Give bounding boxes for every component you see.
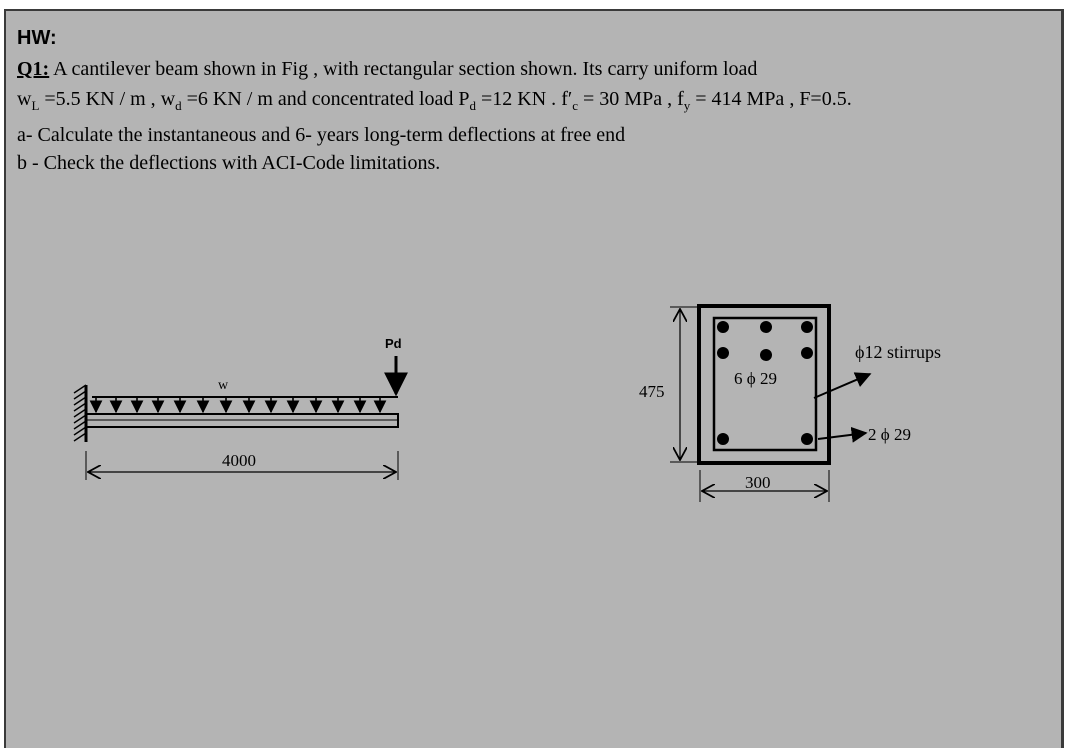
fc-subscript: c <box>572 98 579 113</box>
question-part-a: a- Calculate the instantaneous and 6- years long-term deflections at free end <box>17 124 626 146</box>
question-text: A cantilever beam shown in Fig , with rectangular section shown. Its carry uniform load <box>49 58 758 80</box>
point-load-subscript: d <box>469 98 477 113</box>
dead-load-subscript: d <box>175 98 182 113</box>
dead-load-value: =6 KN / m and concentrated load <box>181 88 459 110</box>
stirrup-leader <box>814 374 870 398</box>
live-load-symbol: w <box>17 88 32 110</box>
fy-value: = 414 MPa , F=0.5. <box>690 88 852 110</box>
fc-symbol: f′ <box>561 88 573 110</box>
point-load-label: Pd <box>385 336 402 351</box>
fixed-support-hatch <box>74 385 86 441</box>
cross-section-figure <box>639 306 941 502</box>
fc-value: = 30 MPa , <box>578 88 678 110</box>
bottom-bars-label: 2 ϕ 29 <box>868 425 911 444</box>
distributed-load-arrows <box>96 397 380 412</box>
question-part-b: b - Check the deflections with ACI-Code limitations. <box>17 152 441 174</box>
stirrups-label: ϕ12 stirrups <box>855 342 941 362</box>
live-load-subscript: L <box>31 98 40 113</box>
distributed-load-label: w <box>218 378 229 393</box>
height-dimension-label: 475 <box>639 382 665 401</box>
length-dimension-label: 4000 <box>222 451 256 470</box>
point-load-value: =12 KN . <box>476 88 562 110</box>
fy-subscript: y <box>683 98 691 113</box>
question-label: Q1: <box>17 58 50 80</box>
dead-load-symbol: w <box>160 88 176 110</box>
top-bars-label: 6 ϕ 29 <box>734 369 777 388</box>
live-load-value: =5.5 KN / m , <box>39 88 161 110</box>
bottom-bars <box>717 433 813 445</box>
page-title: HW: <box>17 27 57 49</box>
width-dimension-label: 300 <box>745 473 771 492</box>
top-bars <box>717 321 813 361</box>
fy-symbol: f <box>677 88 684 110</box>
bottom-bars-leader <box>818 433 866 439</box>
point-load-symbol: P <box>458 88 470 110</box>
cantilever-beam-figure <box>74 336 402 480</box>
